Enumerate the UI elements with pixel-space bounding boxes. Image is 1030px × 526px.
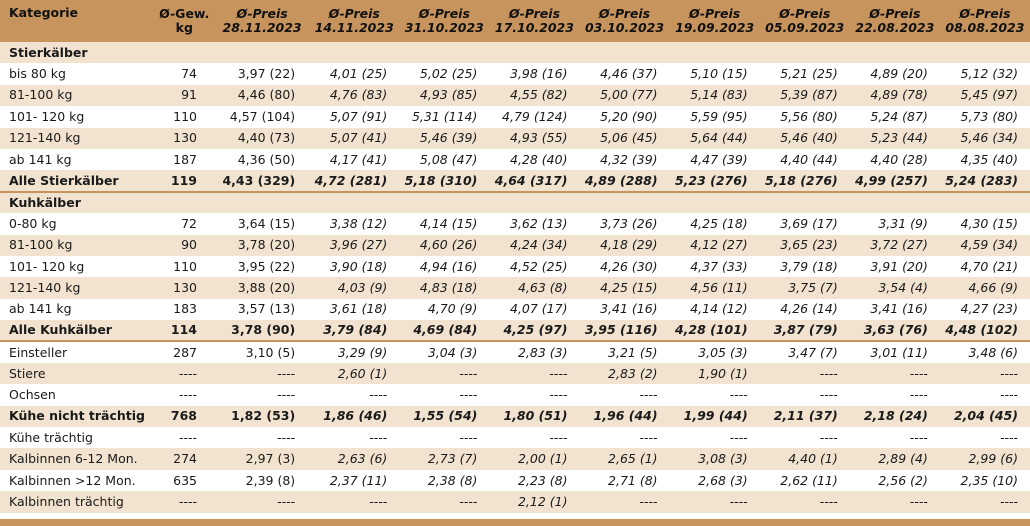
header-preis-date: 31.10.2023 bbox=[404, 20, 484, 35]
price-cell: 4,01 (25) bbox=[329, 66, 388, 82]
row-category: Kalbinnen 6-12 Mon. bbox=[9, 451, 138, 467]
row-weight: ---- bbox=[178, 493, 197, 509]
price-cell: 3,72 (27) bbox=[870, 237, 928, 253]
header-gewicht-line1: Ø-Gew. bbox=[159, 6, 210, 21]
row-category: Stiere bbox=[9, 365, 46, 381]
price-cell: 5,46 (40) bbox=[780, 130, 838, 146]
row-category: 101- 120 kg bbox=[9, 258, 85, 274]
price-cell: ---- bbox=[369, 386, 388, 402]
price-cell: 5,18 (276) bbox=[760, 170, 850, 191]
price-cell: 2,12 (1) bbox=[517, 493, 568, 509]
table-row bbox=[0, 63, 1030, 84]
price-cell: 4,28 (40) bbox=[510, 151, 568, 167]
row-weight: 183 bbox=[173, 301, 197, 317]
price-cell: 3,90 (18) bbox=[329, 258, 388, 274]
price-cell: 4,57 (104) bbox=[229, 108, 296, 124]
price-cell: 2,18 (24) bbox=[863, 408, 928, 424]
price-cell: 4,46 (37) bbox=[600, 66, 658, 82]
price-cell: 5,24 (87) bbox=[870, 108, 928, 124]
price-cell: ---- bbox=[909, 429, 928, 445]
price-cell: ---- bbox=[369, 493, 388, 509]
price-cell: 2,35 (10) bbox=[960, 472, 1018, 488]
price-cell: 3,91 (20) bbox=[870, 258, 928, 274]
table-row bbox=[0, 277, 1030, 298]
row-weight: 119 bbox=[154, 170, 215, 191]
price-cell: 3,79 (18) bbox=[780, 258, 838, 274]
price-cell: 4,07 (17) bbox=[510, 301, 568, 317]
price-cell: ---- bbox=[729, 386, 748, 402]
price-cell: 2,38 (8) bbox=[427, 472, 478, 488]
price-cell: 5,56 (80) bbox=[780, 108, 838, 124]
table-row bbox=[0, 341, 1030, 362]
header-preis bbox=[940, 0, 1030, 42]
header-preis-date: 05.09.2023 bbox=[765, 20, 845, 35]
price-cell: 1,96 (44) bbox=[593, 408, 658, 424]
header-gewicht bbox=[154, 0, 215, 42]
price-cell: 1,90 (1) bbox=[698, 365, 748, 381]
price-cell: ---- bbox=[819, 429, 838, 445]
price-cell: 3,41 (16) bbox=[870, 301, 928, 317]
price-cell: 4,52 (25) bbox=[510, 258, 568, 274]
price-cell: 3,96 (27) bbox=[329, 237, 388, 253]
price-cell: 3,95 (116) bbox=[579, 320, 669, 341]
table-row bbox=[0, 470, 1030, 491]
total-row bbox=[0, 170, 1030, 191]
price-cell: 2,56 (2) bbox=[878, 472, 928, 488]
row-category: 81-100 kg bbox=[9, 237, 73, 253]
price-cell: 4,89 (78) bbox=[870, 87, 928, 103]
price-cell: 3,79 (84) bbox=[309, 320, 399, 341]
price-cell: 3,38 (12) bbox=[329, 215, 388, 231]
price-cell: ---- bbox=[819, 386, 838, 402]
row-category: Einsteller bbox=[9, 344, 68, 360]
price-cell: 3,05 (3) bbox=[698, 344, 748, 360]
price-cell: 1,99 (44) bbox=[683, 408, 748, 424]
price-cell: 4,72 (281) bbox=[309, 170, 399, 191]
price-cell: 4,93 (55) bbox=[510, 130, 568, 146]
price-cell: 5,12 (32) bbox=[960, 66, 1018, 82]
price-cell: 1,86 (46) bbox=[323, 408, 388, 424]
price-cell: 4,59 (34) bbox=[960, 237, 1018, 253]
price-cell: 4,24 (34) bbox=[510, 237, 568, 253]
header-kategorie: Kategorie bbox=[9, 5, 79, 20]
price-cell: 4,35 (40) bbox=[960, 151, 1018, 167]
table-row bbox=[0, 299, 1030, 320]
price-cell: 4,93 (85) bbox=[419, 87, 478, 103]
row-weight: 91 bbox=[181, 87, 197, 103]
price-cell: 3,08 (3) bbox=[698, 451, 748, 467]
section-row bbox=[0, 192, 1030, 213]
header-preis-date: 28.11.2023 bbox=[222, 20, 302, 35]
row-category: 101- 120 kg bbox=[9, 108, 85, 124]
price-cell: 4,37 (33) bbox=[690, 258, 748, 274]
header-preis-label: Ø-Preis bbox=[779, 6, 831, 21]
price-cell: 2,00 (1) bbox=[517, 451, 568, 467]
price-cell: 3,69 (17) bbox=[780, 215, 838, 231]
price-cell: 4,03 (9) bbox=[337, 279, 388, 295]
price-cell: 3,57 (13) bbox=[237, 301, 296, 317]
header-preis bbox=[760, 0, 850, 42]
price-cell: ---- bbox=[999, 493, 1018, 509]
price-cell: 4,27 (23) bbox=[960, 301, 1018, 317]
price-cell: ---- bbox=[549, 365, 568, 381]
price-cell: 2,68 (3) bbox=[698, 472, 748, 488]
row-weight: 187 bbox=[173, 151, 197, 167]
price-cell: 5,39 (87) bbox=[780, 87, 838, 103]
price-cell: 4,83 (18) bbox=[419, 279, 478, 295]
price-cell: 5,21 (25) bbox=[780, 66, 838, 82]
price-cell: 3,78 (20) bbox=[237, 237, 296, 253]
price-cell: 4,25 (97) bbox=[489, 320, 579, 341]
price-cell: 4,76 (83) bbox=[329, 87, 388, 103]
header-preis bbox=[489, 0, 579, 42]
price-cell: 2,73 (7) bbox=[427, 451, 478, 467]
price-cell: 4,36 (50) bbox=[237, 151, 296, 167]
price-cell: 4,70 (9) bbox=[427, 301, 478, 317]
row-weight: 72 bbox=[181, 215, 197, 231]
price-cell: 2,39 (8) bbox=[245, 472, 296, 488]
price-cell: 5,20 (90) bbox=[600, 108, 658, 124]
header-preis-label: Ø-Preis bbox=[328, 6, 380, 21]
price-cell: 3,65 (23) bbox=[780, 237, 838, 253]
price-cell: 2,62 (11) bbox=[780, 472, 838, 488]
row-category: Ochsen bbox=[9, 386, 56, 402]
section-label: Stierkälber bbox=[9, 44, 88, 60]
header-preis bbox=[215, 0, 309, 42]
price-cell: ---- bbox=[729, 429, 748, 445]
price-cell: ---- bbox=[277, 386, 296, 402]
header-gewicht-unit: kg bbox=[175, 20, 193, 35]
table-row bbox=[0, 363, 1030, 384]
price-cell: ---- bbox=[999, 429, 1018, 445]
table-row bbox=[0, 491, 1030, 512]
price-cell: 3,78 (90) bbox=[215, 320, 309, 341]
price-cell: 4,70 (21) bbox=[960, 258, 1018, 274]
price-cell: 4,55 (82) bbox=[510, 87, 568, 103]
price-cell: 3,63 (76) bbox=[850, 320, 940, 341]
price-cell: ---- bbox=[909, 386, 928, 402]
price-cell: 2,04 (45) bbox=[953, 408, 1018, 424]
price-cell: 4,40 (1) bbox=[788, 451, 838, 467]
price-cell: 3,54 (4) bbox=[878, 279, 928, 295]
price-cell: 5,23 (276) bbox=[670, 170, 760, 191]
table-row bbox=[0, 128, 1030, 149]
price-cell: 4,64 (317) bbox=[489, 170, 579, 191]
price-cell: ---- bbox=[819, 365, 838, 381]
price-cell: 3,41 (16) bbox=[600, 301, 658, 317]
price-cell: 4,14 (12) bbox=[690, 301, 748, 317]
price-cell: 1,80 (51) bbox=[503, 408, 568, 424]
table-row bbox=[0, 384, 1030, 405]
row-category: Kühe trächtig bbox=[9, 429, 93, 445]
header-preis-date: 19.09.2023 bbox=[675, 20, 755, 35]
price-cell: 2,99 (6) bbox=[968, 451, 1018, 467]
row-weight: 287 bbox=[173, 344, 197, 360]
row-weight: 768 bbox=[170, 408, 197, 424]
price-cell: 5,02 (25) bbox=[419, 66, 478, 82]
price-cell: 5,06 (45) bbox=[600, 130, 658, 146]
price-cell: 4,60 (26) bbox=[419, 237, 478, 253]
price-cell: 2,23 (8) bbox=[517, 472, 568, 488]
price-cell: 4,69 (84) bbox=[399, 320, 489, 341]
footer-bar bbox=[0, 519, 1030, 526]
row-weight: ---- bbox=[178, 429, 197, 445]
price-cell: 3,62 (13) bbox=[510, 215, 568, 231]
row-category: Alle Kuhkälber bbox=[0, 320, 154, 341]
header-preis bbox=[670, 0, 760, 42]
price-cell: 4,63 (8) bbox=[517, 279, 568, 295]
price-cell: ---- bbox=[999, 365, 1018, 381]
table-row bbox=[0, 235, 1030, 256]
price-cell: ---- bbox=[639, 429, 658, 445]
price-cell: 3,47 (7) bbox=[788, 344, 838, 360]
table-row bbox=[0, 427, 1030, 448]
price-cell: 5,07 (41) bbox=[329, 130, 388, 146]
row-weight: 635 bbox=[173, 472, 197, 488]
price-cell: 2,89 (4) bbox=[878, 451, 928, 467]
price-cell: 4,79 (124) bbox=[502, 108, 568, 124]
row-category: Kalbinnen trächtig bbox=[9, 493, 124, 509]
price-cell: 4,26 (14) bbox=[780, 301, 838, 317]
price-cell: 5,64 (44) bbox=[690, 130, 748, 146]
row-category: Alle Stierkälber bbox=[0, 170, 154, 191]
row-category: bis 80 kg bbox=[9, 66, 66, 82]
header-preis-label: Ø-Preis bbox=[959, 6, 1011, 21]
price-cell: 5,46 (39) bbox=[419, 130, 478, 146]
price-cell: 5,24 (283) bbox=[940, 170, 1030, 191]
price-cell: 4,32 (39) bbox=[600, 151, 658, 167]
table-row bbox=[0, 406, 1030, 427]
price-cell: 3,10 (5) bbox=[245, 344, 296, 360]
price-cell: 4,99 (257) bbox=[850, 170, 940, 191]
price-cell: 4,89 (288) bbox=[579, 170, 669, 191]
row-weight: 90 bbox=[181, 237, 197, 253]
price-cell: ---- bbox=[369, 429, 388, 445]
price-cell: 3,73 (26) bbox=[600, 215, 658, 231]
price-cell: ---- bbox=[459, 429, 478, 445]
price-cell: ---- bbox=[639, 493, 658, 509]
row-weight: 74 bbox=[181, 66, 197, 82]
price-cell: 1,55 (54) bbox=[413, 408, 478, 424]
price-cell: ---- bbox=[819, 493, 838, 509]
price-cell: 4,40 (44) bbox=[780, 151, 838, 167]
header-preis-date: 22.08.2023 bbox=[855, 20, 935, 35]
price-cell: 4,26 (30) bbox=[600, 258, 658, 274]
table-row bbox=[0, 149, 1030, 170]
row-category: 121-140 kg bbox=[9, 279, 81, 295]
price-cell: 5,08 (47) bbox=[419, 151, 478, 167]
row-weight: 110 bbox=[173, 108, 197, 124]
row-category: ab 141 kg bbox=[9, 301, 72, 317]
row-weight: ---- bbox=[178, 386, 197, 402]
row-category: Kalbinnen >12 Mon. bbox=[9, 472, 136, 488]
price-cell: ---- bbox=[999, 386, 1018, 402]
row-weight: ---- bbox=[178, 365, 197, 381]
header-preis bbox=[579, 0, 669, 42]
price-cell: 3,64 (15) bbox=[237, 215, 296, 231]
price-cell: 4,94 (16) bbox=[419, 258, 478, 274]
table-row bbox=[0, 213, 1030, 234]
row-weight: 114 bbox=[154, 320, 215, 341]
price-cell: 4,40 (28) bbox=[870, 151, 928, 167]
header-preis-label: Ø-Preis bbox=[689, 6, 741, 21]
price-cell: 4,30 (15) bbox=[960, 215, 1018, 231]
price-cell: 5,45 (97) bbox=[960, 87, 1018, 103]
price-cell: ---- bbox=[729, 493, 748, 509]
header-preis-label: Ø-Preis bbox=[236, 6, 288, 21]
price-cell: 3,31 (9) bbox=[878, 215, 928, 231]
section-label: Kuhkälber bbox=[9, 194, 81, 210]
price-cell: 5,73 (80) bbox=[960, 108, 1018, 124]
header-preis bbox=[399, 0, 489, 42]
price-cell: 3,29 (9) bbox=[337, 344, 388, 360]
row-weight: 274 bbox=[173, 451, 197, 467]
price-cell: 4,48 (102) bbox=[940, 320, 1030, 341]
header-preis-label: Ø-Preis bbox=[869, 6, 921, 21]
price-cell: 2,83 (2) bbox=[608, 365, 658, 381]
header-preis-date: 08.08.2023 bbox=[945, 20, 1025, 35]
price-cell: ---- bbox=[277, 365, 296, 381]
table-row bbox=[0, 106, 1030, 127]
price-cell: 4,40 (73) bbox=[237, 130, 296, 146]
price-cell: ---- bbox=[909, 365, 928, 381]
price-cell: 2,63 (6) bbox=[337, 451, 388, 467]
price-cell: 3,01 (11) bbox=[870, 344, 928, 360]
header-preis bbox=[850, 0, 940, 42]
table-body bbox=[0, 42, 1030, 513]
row-category: Kühe nicht trächtig bbox=[9, 408, 146, 424]
header-preis bbox=[309, 0, 399, 42]
row-category: 121-140 kg bbox=[9, 130, 81, 146]
price-cell: 2,60 (1) bbox=[337, 365, 388, 381]
price-cell: 5,18 (310) bbox=[399, 170, 489, 191]
price-cell: 2,97 (3) bbox=[245, 451, 296, 467]
price-cell: 5,31 (114) bbox=[411, 108, 478, 124]
price-cell: 5,59 (95) bbox=[690, 108, 748, 124]
price-cell: 2,83 (3) bbox=[517, 344, 568, 360]
price-cell: 4,43 (329) bbox=[215, 170, 309, 191]
row-weight: 130 bbox=[173, 279, 197, 295]
header-preis-date: 03.10.2023 bbox=[584, 20, 665, 35]
price-cell: 3,98 (16) bbox=[510, 66, 568, 82]
price-cell: ---- bbox=[277, 429, 296, 445]
price-cell: 5,10 (15) bbox=[690, 66, 748, 82]
price-cell: 1,82 (53) bbox=[231, 408, 296, 424]
price-cell: 5,00 (77) bbox=[600, 87, 658, 103]
total-row bbox=[0, 320, 1030, 341]
price-cell: 2,71 (8) bbox=[608, 472, 658, 488]
price-cell: 2,11 (37) bbox=[773, 408, 838, 424]
price-cell: ---- bbox=[459, 365, 478, 381]
price-cell: 4,89 (20) bbox=[870, 66, 928, 82]
price-cell: 3,48 (6) bbox=[968, 344, 1018, 360]
price-cell: 2,37 (11) bbox=[329, 472, 388, 488]
row-category: 81-100 kg bbox=[9, 87, 73, 103]
price-cell: 3,04 (3) bbox=[427, 344, 478, 360]
header-row bbox=[0, 0, 1030, 42]
price-cell: 5,14 (83) bbox=[690, 87, 748, 103]
price-cell: 4,25 (15) bbox=[600, 279, 658, 295]
header-preis-date: 17.10.2023 bbox=[494, 20, 574, 35]
price-cell: 3,97 (22) bbox=[237, 66, 296, 82]
price-cell: ---- bbox=[639, 386, 658, 402]
price-cell: 4,56 (11) bbox=[690, 279, 748, 295]
price-cell: ---- bbox=[277, 493, 296, 509]
price-cell: 4,66 (9) bbox=[968, 279, 1018, 295]
price-cell: ---- bbox=[909, 493, 928, 509]
section-row bbox=[0, 42, 1030, 63]
price-cell: 3,95 (22) bbox=[237, 258, 296, 274]
table-row bbox=[0, 448, 1030, 469]
price-cell: 4,47 (39) bbox=[690, 151, 748, 167]
price-cell: 5,23 (44) bbox=[870, 130, 928, 146]
table-row bbox=[0, 85, 1030, 106]
row-weight: 130 bbox=[173, 130, 197, 146]
table-row bbox=[0, 256, 1030, 277]
price-cell: ---- bbox=[549, 386, 568, 402]
price-cell: ---- bbox=[459, 386, 478, 402]
price-cell: 3,21 (5) bbox=[608, 344, 658, 360]
price-cell: 2,65 (1) bbox=[608, 451, 658, 467]
price-cell: 4,14 (15) bbox=[419, 215, 478, 231]
price-cell: 3,87 (79) bbox=[760, 320, 850, 341]
row-category: ab 141 kg bbox=[9, 151, 72, 167]
price-cell: 4,25 (18) bbox=[690, 215, 748, 231]
header-preis-label: Ø-Preis bbox=[598, 6, 651, 21]
price-cell: ---- bbox=[459, 493, 478, 509]
price-cell: 4,46 (80) bbox=[237, 87, 296, 103]
price-cell: 3,75 (7) bbox=[788, 279, 838, 295]
header-preis-date: 14.11.2023 bbox=[314, 20, 394, 35]
price-cell: 4,28 (101) bbox=[670, 320, 760, 341]
price-cell: 3,88 (20) bbox=[237, 279, 296, 295]
price-cell: 5,46 (34) bbox=[960, 130, 1018, 146]
row-weight: 110 bbox=[173, 258, 197, 274]
header-preis-label: Ø-Preis bbox=[418, 6, 470, 21]
row-category: 0-80 kg bbox=[9, 215, 57, 231]
price-cell: ---- bbox=[549, 429, 568, 445]
price-cell: 4,18 (29) bbox=[600, 237, 658, 253]
price-cell: 4,12 (27) bbox=[690, 237, 748, 253]
header-preis-label: Ø-Preis bbox=[508, 6, 561, 21]
price-cell: 3,61 (18) bbox=[329, 301, 388, 317]
price-cell: 4,17 (41) bbox=[329, 151, 388, 167]
price-cell: 5,07 (91) bbox=[329, 108, 388, 124]
